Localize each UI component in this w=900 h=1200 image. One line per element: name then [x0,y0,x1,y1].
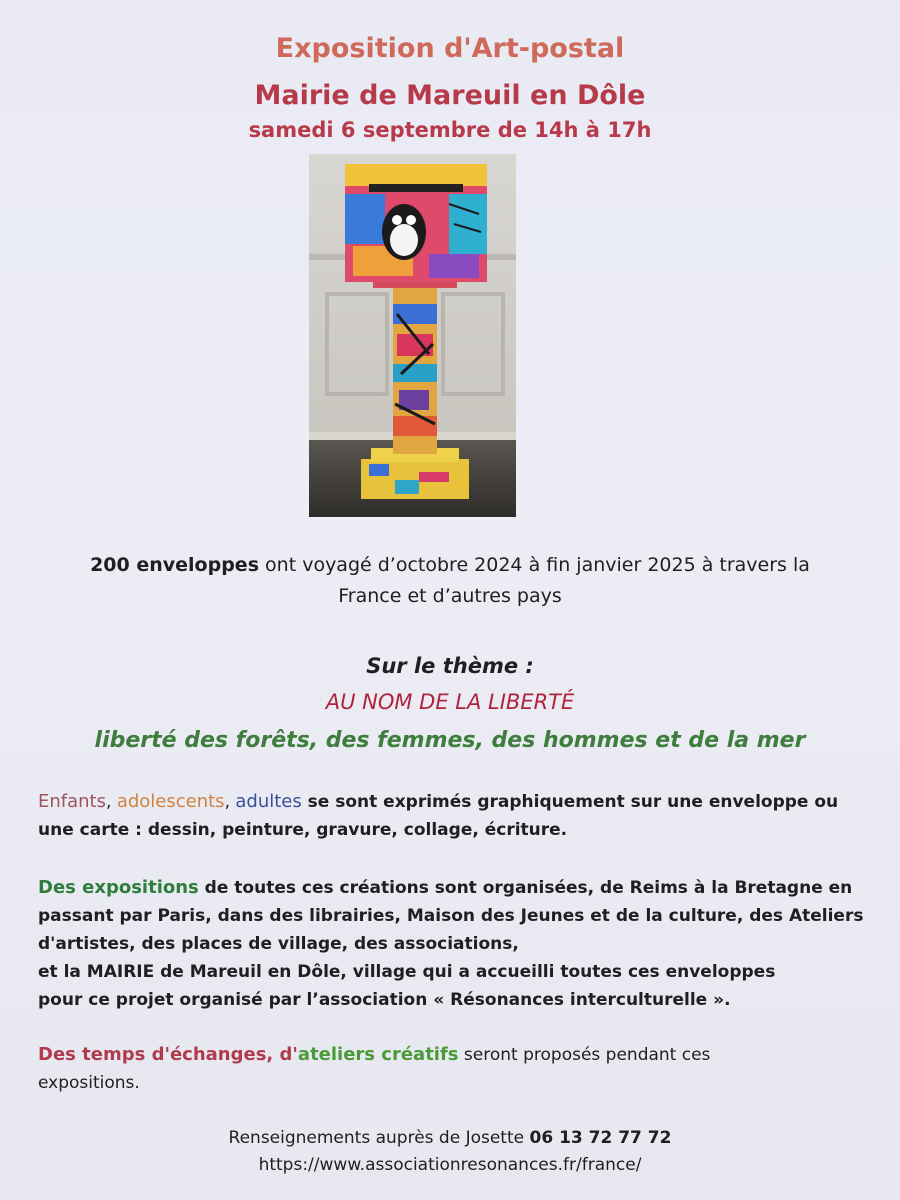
para2-line5: pour ce projet organisé par l’association « Résonances interculturelle ». [38,990,731,1010]
paragraph-participants [38,788,868,844]
para2-line3: d'artistes, des places de village, des associations, [38,934,519,954]
para3-line1: seront proposés pendant ces [458,1045,711,1065]
separator: , [224,792,236,812]
theme-subtitle: liberté des forêts, des femmes, des hommes et de la mer [94,728,806,753]
lead-echanges: Des temps d'échanges [38,1044,267,1065]
para1-line1: se sont exprimés graphiquement sur une enveloppe ou [301,792,839,812]
contact-line [0,1128,900,1148]
lead-expositions: Des expositions [38,877,199,898]
word-adultes: adultes [235,791,302,812]
contact-phone: 06 13 72 77 72 [529,1128,672,1148]
para2-line4: et la MAIRIE de Mareuil en Dôle, village qui a accueilli toutes ces enveloppes [38,962,776,982]
intro-text [0,550,900,612]
theme-heading: Sur le thème : [366,654,534,678]
lead-ateliers: ateliers créatifs [297,1044,459,1065]
separator: , d' [266,1044,298,1065]
word-enfants: Enfants [38,791,106,812]
para1-line2: une carte : dessin, peinture, gravure, collage, écriture. [38,820,568,840]
theme-title: AU NOM DE LA LIBERTÉ [325,690,575,714]
separator: , [106,792,117,812]
para3-line2: expositions. [38,1073,140,1093]
paragraph-ateliers [38,1041,868,1097]
word-adolescents: adolescents [116,791,225,812]
intro-line2: France et d’autres pays [338,585,562,607]
paragraph-expositions [38,874,868,1014]
mailbox-illustration [309,154,516,517]
para2-line1: de toutes ces créations sont organisées, de Reims à la Bretagne en [198,878,853,898]
para2-line2: passant par Paris, dans des librairies, Maison des Jeunes et de la culture, des Ateliers [38,906,864,926]
painted-mailbox-photo [309,154,516,517]
poster-title: Exposition d'Art-postal [275,33,625,64]
contact-text: Renseignements auprès de Josette [228,1128,530,1148]
intro-line1: ont voyagé d’octobre 2024 à fin janvier 2025 à travers la [259,554,810,576]
website-url: https://www.associationresonances.fr/france/ [258,1155,642,1175]
intro-bold: 200 enveloppes [90,554,259,576]
poster-date: samedi 6 septembre de 14h à 17h [248,118,652,142]
poster-location: Mairie de Mareuil en Dôle [254,80,646,111]
